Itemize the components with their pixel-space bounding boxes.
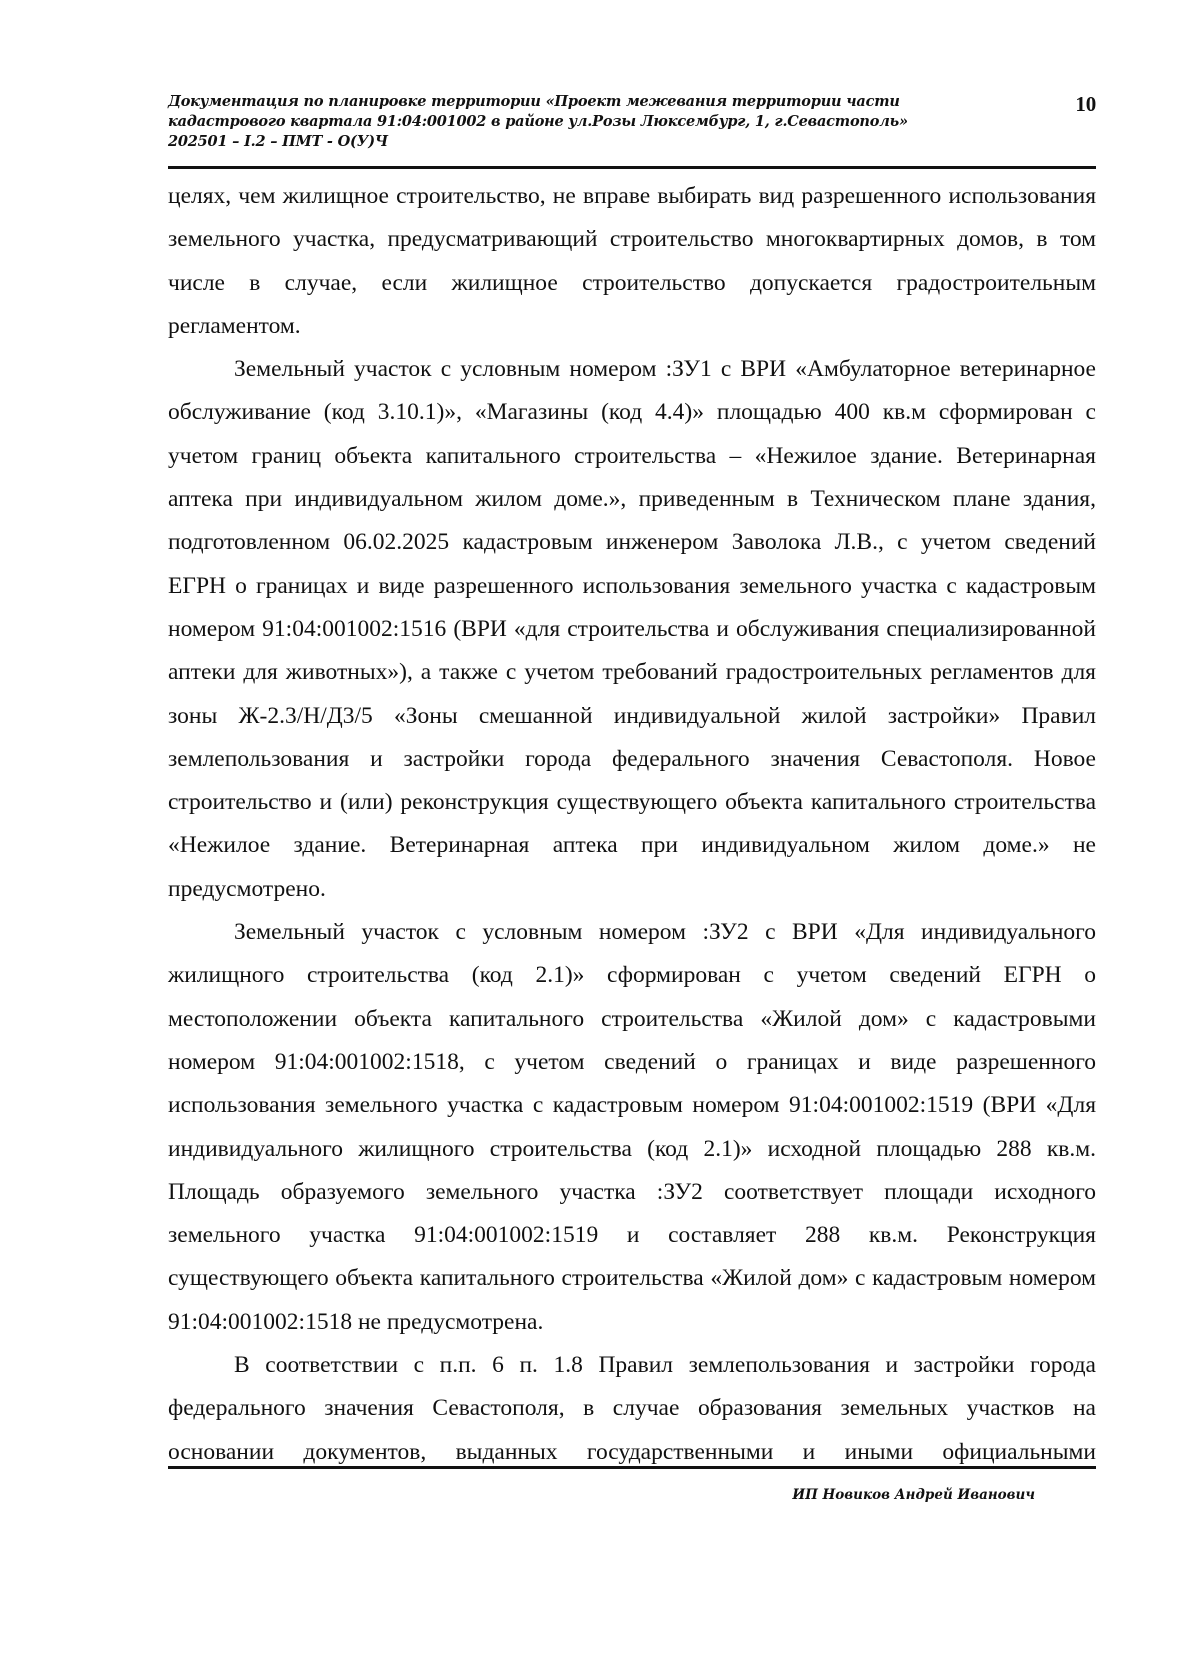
- paragraph-continuation: целях, чем жилищное строительство, не вправе выбирать вид разрешенного использования земельного участка, предусматривающий строительство многоквартирных домов, в том числе в случае, если жилищное строительство допускается градостроительным регламентом.: [168, 183, 1096, 339]
- footer-divider: [168, 1466, 1096, 1469]
- header-document-code: 202501 – I.2 – ПМТ - О(У)Ч: [168, 133, 388, 150]
- document-header: [168, 92, 1096, 152]
- header-title-line-2: кадастрового квартала 91:04:001002 в районе ул.Розы Люксембург, 1, г.Севастополь»: [168, 113, 908, 130]
- paragraph-zu1: Земельный участок с условным номером :ЗУ1 с ВРИ «Амбулаторное ветеринарное обслуживание (код 3.10.1)», «Магазины (код 4.4)» площадью 400 кв.м сформирован с учетом границ объекта капитального строительства – «Нежилое здание. Ветеринарная аптека при индивидуальном жилом доме.», приведенным в Техническом плане здания, подготовленном 06.02.2025 кадастровым инженером Заволока Л.В., с учетом сведений ЕГРН о границах и виде разрешенного использования земельного участка с кадастровым номером 91:04:001002:1516 (ВРИ «для строительства и обслуживания специализированной аптеки для животных»), а также с учетом требований градостроительных регламентов для зоны Ж-2.3/Н/Д3/5 «Зоны смешанной индивидуальной жилой застройки» Правил землепользования и застройки города федерального значения Севастополя. Новое строительство и (или) реконструкция существующего объекта капитального строительства «Нежилое здание. Ветеринарная аптека при индивидуальном жилом доме.» не предусмотрено.: [168, 356, 1096, 902]
- document-body: [168, 175, 1096, 1474]
- paragraph-rules-reference: В соответствии с п.п. 6 п. 1.8 Правил землепользования и застройки города федерального значения Севастополя, в случае образования земельных участков на основании документов, выданных государственными и иными официальными: [168, 1352, 1096, 1465]
- footer-author: ИП Новиков Андрей Иванович: [792, 1487, 1035, 1503]
- header-title-line-1: Документация по планировке территории «Проект межевания территории части: [168, 93, 900, 110]
- paragraph-zu2: Земельный участок с условным номером :ЗУ2 с ВРИ «Для индивидуального жилищного строительства (код 2.1)» сформирован с учетом сведений ЕГРН о местоположении объекта капитального строительства «Жилой дом» с кадастровыми номером 91:04:001002:1518, с учетом сведений о границах и виде разрешенного использования земельного участка с кадастровым номером 91:04:001002:1519 (ВРИ «Для индивидуального жилищного строительства (код 2.1)» исходной площадью 288 кв.м. Площадь образуемого земельного участка :ЗУ2 соответствует площади исходного земельного участка 91:04:001002:1519 и составляет 288 кв.м. Реконструкция существующего объекта капитального строительства «Жилой дом» с кадастровым номером 91:04:001002:1518 не предусмотрена.: [168, 919, 1096, 1335]
- header-divider: [168, 166, 1096, 169]
- page-number: 10: [1075, 92, 1096, 116]
